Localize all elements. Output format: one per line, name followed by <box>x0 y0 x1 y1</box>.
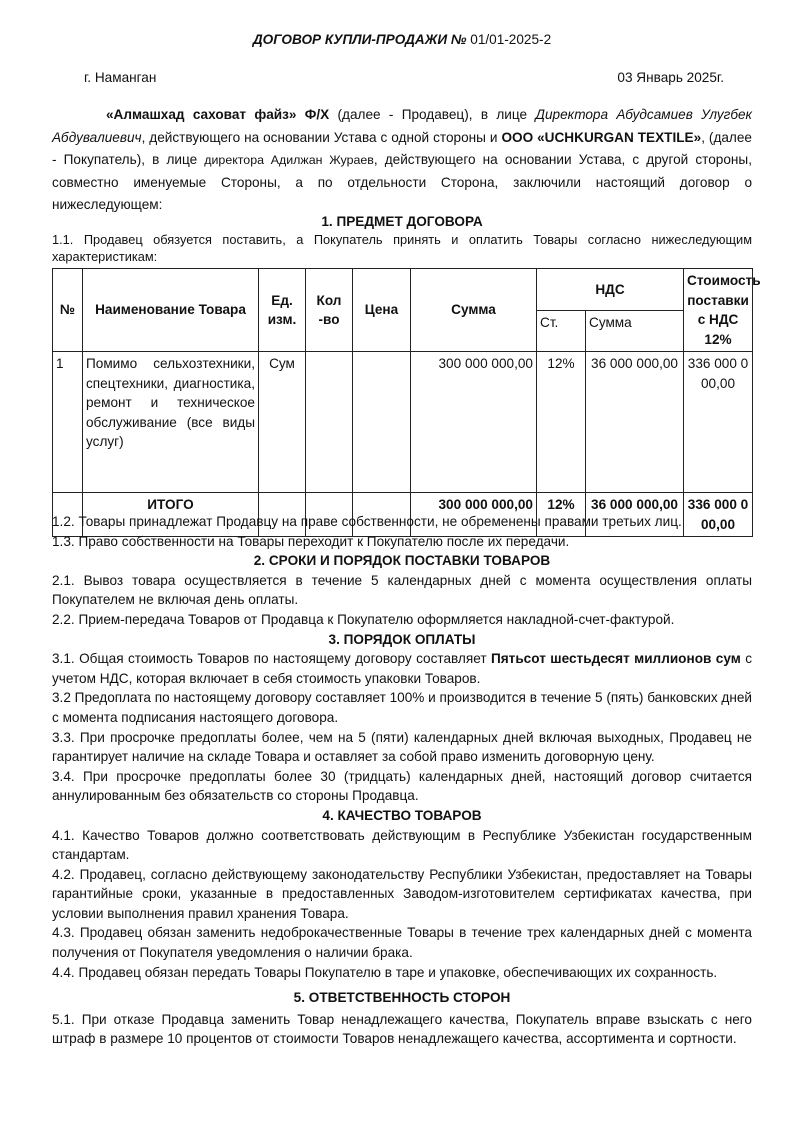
row-name: Помимо сельхозтехники, спецтехники, диагностика, ремонт и техническое обслуживание (все виды услуг) <box>83 352 259 493</box>
row-sum: 300 000 000,00 <box>411 352 537 493</box>
preamble-text: , (далее - Покупатель), в лице <box>52 129 752 167</box>
totals-label: ИТОГО <box>83 493 259 537</box>
section-1 <box>52 212 752 265</box>
clause-3-4: 3.4. При просрочке предоплаты более 30 (тридцать) календарных дней, настоящий договор считается аннулированным без обязательств со стороны Продавца. <box>52 768 752 804</box>
section-heading: 5. ОТВЕТСТВЕННОСТЬ СТОРОН <box>293 990 511 1006</box>
clause-3-2: 3.2 Предоплата по настоящему договору составляет 100% и производится в течение 5 (пять) банковских дней с момента подписания настоящего договора. <box>52 690 752 725</box>
table-row <box>53 352 753 493</box>
contract-body <box>52 512 752 1049</box>
contract-title-text: ДОГОВОР КУПЛИ-ПРОДАЖИ № <box>252 32 467 47</box>
row-total: 336 000 000,00 <box>684 352 753 493</box>
header-price: Цена <box>353 269 411 352</box>
row-qty <box>306 352 353 493</box>
total-amount-words: Пятьсот шестьдесят миллионов сум <box>490 651 741 667</box>
clause-3-3: 3.3. При просрочке предоплаты более, чем на 5 (пяти) календарных дней включая выходных, Продавец не гарантирует наличие на складе Товара и оставляет за собой право изменить договорную цену. <box>52 729 752 765</box>
clause-4-3: 4.3. Продавец обязан заменить недоброкачественные Товары в течение трех календарных дней с момента получения от Покупателя уведомления о наличии брака. <box>52 925 752 961</box>
seller-name: «Алмашхад саховат файз» Ф/Х <box>106 107 330 122</box>
clause-1-3: 1.3. Право собственности на Товары переходит к Покупателю после их передачи. <box>52 533 570 549</box>
totals-sum: 300 000 000,00 <box>411 493 537 537</box>
totals-vat-rate: 12% <box>537 493 586 537</box>
header-name: Наименование Товара <box>83 269 259 352</box>
header-total: Стоимость поставки с НДС 12% <box>684 269 753 352</box>
section-heading: 1. ПРЕДМЕТ ДОГОВОРА <box>321 214 483 229</box>
row-vat-rate: 12% <box>537 352 586 493</box>
clause-4-2: 4.2. Продавец, согласно действующему законодательству Республики Узбекистан, предоставляет на Товары гарантийные сроки, указанные в предоставленных Заводом-изготовителем сертификатах качества, при условии выполнения правил хранения Товара. <box>52 866 752 921</box>
clause-3-1 <box>52 649 752 688</box>
table-header-row <box>53 269 753 311</box>
section-heading: 2. СРОКИ И ПОРЯДОК ПОСТАВКИ ТОВАРОВ <box>253 553 551 569</box>
buyer-representative: директора Адилжан Жураев <box>204 153 374 167</box>
header-vat-rate: Ст. <box>537 310 586 352</box>
contract-date: 03 Январь 2025г. <box>617 70 724 85</box>
preamble-paragraph <box>52 104 752 217</box>
contract-title <box>52 30 752 49</box>
preamble-text: , действующего на основании Устава, с другой стороны, совместно именуемые Стороны, а по отдельности Сторона, заключили настоящий договор о нижеследующем: <box>52 152 752 212</box>
seller-representative: Директора Абудсамиев Улугбек Абдувалиевич <box>52 107 752 145</box>
goods-table <box>52 268 761 537</box>
clause-4-1: 4.1. Качество Товаров должно соответствовать действующим в Республике Узбекистан государственным стандартам. <box>52 827 752 863</box>
preamble <box>52 104 752 217</box>
header-num: № <box>53 269 83 352</box>
header-sum: Сумма <box>411 269 537 352</box>
header-vat-sum: Сумма <box>586 310 684 352</box>
row-num: 1 <box>53 352 83 493</box>
section-heading: 3. ПОРЯДОК ОПЛАТЫ <box>328 631 476 647</box>
totals-total: 336 000 000,00 <box>684 493 753 537</box>
row-price <box>353 352 411 493</box>
buyer-organization: ООО «UCHKURGAN TEXTILE» <box>501 129 702 145</box>
clause-text: с учетом НДС, которая включает в себя стоимость упаковки Товаров. <box>52 651 752 686</box>
clause-2-2: 2.2. Прием-передача Товаров от Продавца к Покупателю оформляется накладной-счет-фактурой. <box>52 611 675 627</box>
clause-2-1: 2.1. Вывоз товара осуществляется в течение 5 календарных дней с момента осуществления оплаты Покупателем не включая день оплаты. <box>52 572 752 608</box>
contract-city: г. Наманган <box>84 70 157 85</box>
clause-text: 3.1. Общая стоимость Товаров по настоящему договору составляет <box>52 651 491 667</box>
row-vat-sum: 36 000 000,00 <box>586 352 684 493</box>
row-unit: Сум <box>259 352 306 493</box>
section-heading: 4. КАЧЕСТВО ТОВАРОВ <box>322 807 482 823</box>
header-unit: Ед. изм. <box>259 269 306 352</box>
header-vat: НДС <box>537 269 684 311</box>
header-qty: Кол -во <box>306 269 353 352</box>
preamble-text: , действующего на основании Устава с одной стороны и <box>141 129 502 145</box>
preamble-text: (далее - Продавец), в лице <box>329 107 536 122</box>
clause-5-1: 5.1. При отказе Продавца заменить Товар ненадлежащего качества, Покупатель вправе взыскать с него штраф в размере 10 процентов от стоимости Товаров ненадлежащего качества, ассортимента и сортности. <box>52 1011 752 1047</box>
clause-4-4: 4.4. Продавец обязан передать Товары Покупателю в таре и упаковке, обеспечивающих их сохранность. <box>52 964 718 980</box>
clause-1-2: 1.2. Товары принадлежат Продавцу на праве собственности, не обременены правами третьих лиц. <box>52 514 682 529</box>
totals-vat-sum: 36 000 000,00 <box>586 493 684 537</box>
clause-1-1: 1.1. Продавец обязуется поставить, а Покупатель принять и оплатить Товары согласно нижеследующим характеристикам: <box>52 232 752 265</box>
contract-number: 01/01-2025-2 <box>466 32 552 47</box>
